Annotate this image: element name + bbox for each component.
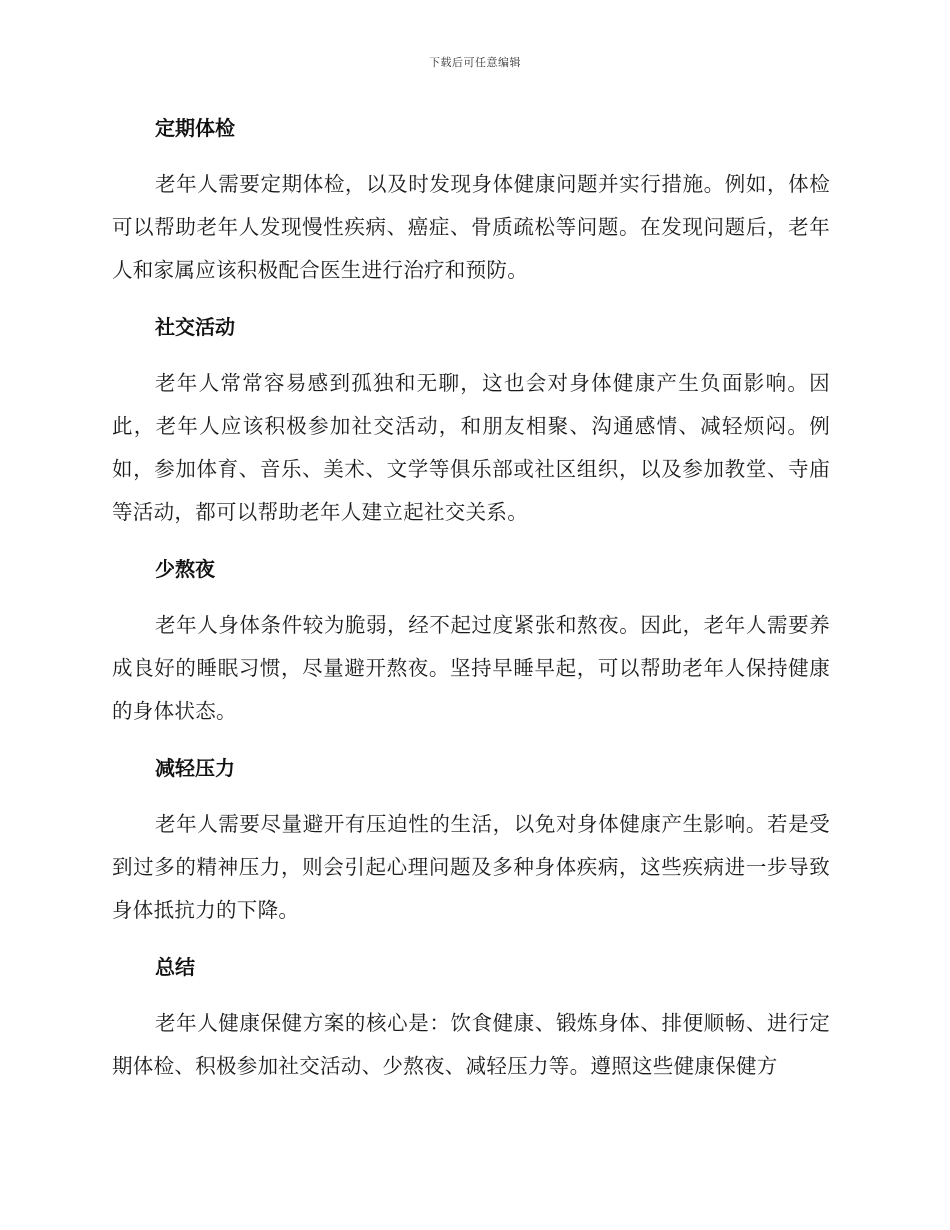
- section-paragraph: 老年人身体条件较为脆弱，经不起过度紧张和熬夜。因此，老年人需要养成良好的睡眠习惯，尽量避开熬夜。坚持早睡早起，可以帮助老年人保持健康的身体状态。: [112, 613, 830, 723]
- section-summary: [112, 947, 830, 1088]
- section-paragraph: 老年人常常容易感到孤独和无聊，这也会对身体健康产生负面影响。因此，老年人应该积极参加社交活动，和朋友相聚、沟通感情、减轻烦闷。例如，参加体育、音乐、美术、文学等俱乐部或社区组织，以及参加教堂、寺庙等活动，都可以帮助老年人建立起社交关系。: [112, 371, 830, 524]
- page-header-note: 下载后可任意编辑: [429, 56, 521, 69]
- section-paragraph: 老年人需要尽量避开有压迫性的生活，以免对身体健康产生影响。若是受到过多的精神压力，则会引起心理问题及多种身体疾病，这些疾病进一步导致身体抵抗力的下降。: [112, 812, 830, 922]
- section-paragraph: 老年人健康保健方案的核心是：饮食健康、锻炼身体、排便顺畅、进行定期体检、积极参加社交活动、少熬夜、减轻压力等。遵照这些健康保健方: [112, 1011, 830, 1078]
- section-heading: 少熬夜: [155, 557, 215, 581]
- section-heading: 减轻压力: [155, 756, 235, 780]
- section-stress: [112, 748, 830, 932]
- section-checkup: [112, 108, 830, 292]
- section-heading: 定期体检: [155, 116, 235, 140]
- section-sleep: [112, 549, 830, 733]
- section-heading: 总结: [155, 955, 195, 979]
- section-paragraph: 老年人需要定期体检，以及时发现身体健康问题并实行措施。例如，体检可以帮助老年人发现慢性疾病、癌症、骨质疏松等问题。在发现问题后，老年人和家属应该积极配合医生进行治疗和预防。: [112, 172, 830, 282]
- section-social: [112, 307, 830, 534]
- section-heading: 社交活动: [155, 315, 235, 339]
- document-body: [112, 108, 830, 1103]
